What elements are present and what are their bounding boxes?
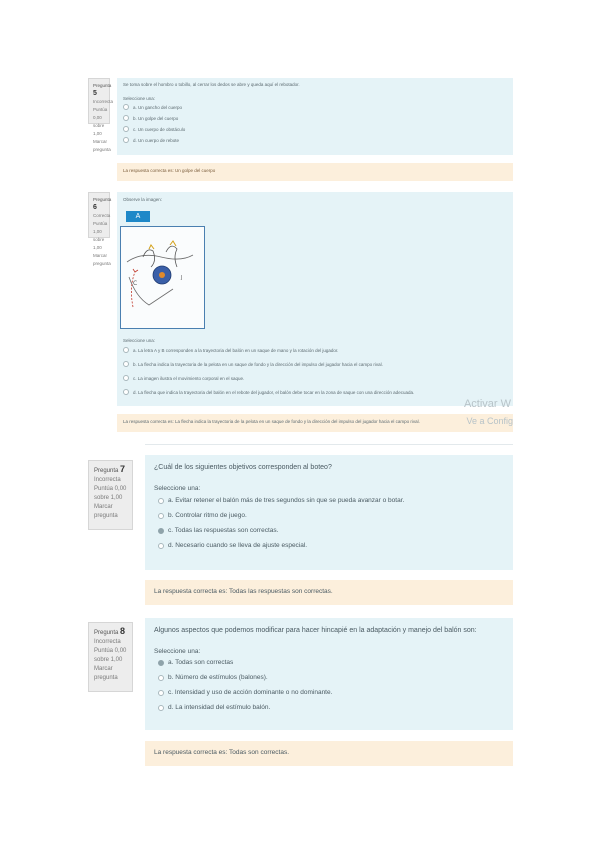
select-prompt: Seleccione una:	[123, 338, 156, 343]
question-status: Incorrecta	[94, 477, 121, 483]
option-label: b. Número de estímulos (balones).	[168, 674, 268, 681]
radio-button[interactable]	[123, 126, 129, 132]
radio-button[interactable]	[123, 361, 129, 367]
answer-option[interactable]	[123, 375, 503, 381]
svg-text:J: J	[181, 275, 183, 281]
question-score: Puntúa 0,00 sobre 1,00	[94, 648, 127, 663]
correct-answer-text: La respuesta correcta es: Un golpe del cuerpo	[123, 168, 216, 173]
question-info-8	[88, 622, 133, 692]
question-label: Pregunta	[94, 630, 119, 636]
question-number: 6	[93, 204, 97, 211]
question-status: Incorrecta	[93, 99, 114, 104]
question-box-5	[117, 78, 513, 155]
question-text: Observe la imagen:	[123, 197, 163, 202]
option-label: c. Un cuerpo de obstáculo	[133, 126, 186, 132]
option-label: c. Intensidad y uso de acción dominante o no dominante.	[168, 689, 333, 696]
option-label: d. Necesario cuando se lleva de ajuste especial.	[168, 542, 308, 549]
option-label: a. La letra A y B corresponden a la trayectoria del balón en un saque de mano y la rotación del jugador.	[133, 347, 339, 353]
select-prompt: Seleccione una:	[154, 648, 201, 655]
answer-option[interactable]	[158, 689, 504, 696]
answer-option[interactable]	[123, 347, 503, 353]
radio-button[interactable]	[123, 137, 129, 143]
question-label: Pregunta	[93, 83, 112, 88]
radio-button-selected[interactable]	[158, 660, 164, 666]
question-number: 5	[93, 90, 97, 97]
option-label: b. Controlar ritmo de juego.	[168, 512, 247, 519]
flag-question-link[interactable]: Marcar pregunta	[94, 504, 118, 519]
correct-answer-text: La respuesta correcta es: Todas son correctas.	[154, 749, 290, 756]
image-label-button[interactable]: A	[126, 211, 150, 222]
feedback-box-8	[145, 741, 513, 766]
question-text: ¿Cuál de los siguientes objetivos corresponden al boteo?	[154, 464, 332, 471]
question-image	[120, 226, 205, 329]
question-label: Pregunta	[94, 468, 119, 474]
option-label: d. La intensidad del estímulo balón.	[168, 704, 271, 711]
answer-option[interactable]	[158, 542, 504, 549]
answer-option[interactable]	[158, 704, 504, 711]
radio-button[interactable]	[123, 115, 129, 121]
option-label: b. La flecha indica la trayectoria de la pelota en un saque de fondo y la dirección del impulso del jugador hacia el campo rival.	[133, 361, 383, 367]
question-score: Puntúa 1,00 sobre 1,00	[93, 221, 108, 250]
radio-button[interactable]	[123, 375, 129, 381]
radio-button-selected[interactable]	[158, 528, 164, 534]
question-number: 7	[120, 464, 126, 474]
question-number: 8	[120, 626, 126, 636]
radio-button[interactable]	[158, 513, 164, 519]
flag-question-link[interactable]: Marcar pregunta	[94, 666, 118, 681]
answer-option[interactable]	[158, 674, 504, 681]
feedback-box-7	[145, 580, 513, 605]
radio-button[interactable]	[123, 389, 129, 395]
option-label: b. Un golpe del cuerpo	[133, 115, 179, 121]
question-info-6	[88, 192, 112, 266]
correct-answer-text: La respuesta correcta es: Todas las respuestas son correctas.	[154, 588, 333, 595]
answer-option[interactable]	[123, 115, 507, 121]
question-box-8	[145, 618, 513, 730]
radio-button[interactable]	[123, 347, 129, 353]
feedback-box-5	[117, 163, 513, 181]
question-score: Puntúa 0,00 sobre 1,00	[94, 486, 127, 501]
page-divider	[145, 444, 513, 445]
radio-button[interactable]	[158, 705, 164, 711]
correct-answer-text: La respuesta correcta es: La flecha indica la trayectoria de la pelota en un saque de fondo y la dirección del impulso del jugador hacia el campo rival.	[123, 419, 420, 424]
select-prompt: Seleccione una:	[154, 485, 201, 492]
option-label: a. Evitar retener el balón más de tres segundos sin que se pueda avanzar o botar.	[168, 497, 405, 504]
flag-question-link[interactable]: Marcar pregunta	[93, 253, 111, 266]
player-ball-illustration	[121, 227, 204, 328]
radio-button[interactable]	[158, 498, 164, 504]
question-info-5	[88, 78, 114, 152]
radio-button[interactable]	[158, 675, 164, 681]
option-label: c. Todas las respuestas son correctas.	[168, 527, 279, 534]
question-info-7	[88, 460, 133, 530]
svg-text:C: C	[133, 280, 138, 287]
radio-button[interactable]	[158, 543, 164, 549]
question-label: Pregunta	[93, 197, 112, 202]
radio-button[interactable]	[158, 690, 164, 696]
answer-option[interactable]	[123, 137, 507, 143]
select-prompt: Seleccione una:	[123, 96, 156, 101]
answer-option[interactable]	[123, 126, 507, 132]
feedback-box-6	[117, 414, 513, 432]
answer-option-selected[interactable]	[158, 659, 504, 666]
answer-option[interactable]	[158, 497, 504, 504]
option-label: a. Un gancho del cuerpo	[133, 104, 183, 110]
answer-option[interactable]	[123, 104, 507, 110]
activation-watermark: Activar W	[463, 398, 511, 410]
question-status: Incorrecta	[94, 639, 121, 645]
answer-option[interactable]	[123, 389, 507, 395]
question-status: Correcta	[93, 213, 111, 218]
question-text: Algunos aspectos que podemos modificar para hacer hincapié en la adaptación y manejo del balón son:	[154, 627, 477, 634]
option-label: c. La imagen ilustra el movimiento corporal en el saque.	[133, 375, 245, 381]
radio-button[interactable]	[123, 104, 129, 110]
answer-option-selected[interactable]	[158, 527, 504, 534]
activation-watermark-2: Ve a Config	[466, 416, 513, 426]
question-box-7	[145, 455, 513, 570]
question-text: Se toma sobre el hombro o tobillo, al cerrar los dedos se abre y queda aquí el rebotador.	[123, 82, 300, 87]
option-label: a. Todas son correctas	[168, 659, 234, 666]
option-label: d. La flecha que indica la trayectoria del balón en el rebote del jugador, el balón debe tocar en la zona de saque con una dirección adecuada.	[133, 389, 415, 395]
option-label: d. Un cuerpo de rebote	[133, 137, 180, 143]
answer-option[interactable]	[123, 361, 507, 367]
flag-question-link[interactable]: Marcar pregunta	[93, 139, 111, 152]
answer-option[interactable]	[158, 512, 504, 519]
question-score: Puntúa 0,00 sobre 1,00	[93, 107, 108, 136]
